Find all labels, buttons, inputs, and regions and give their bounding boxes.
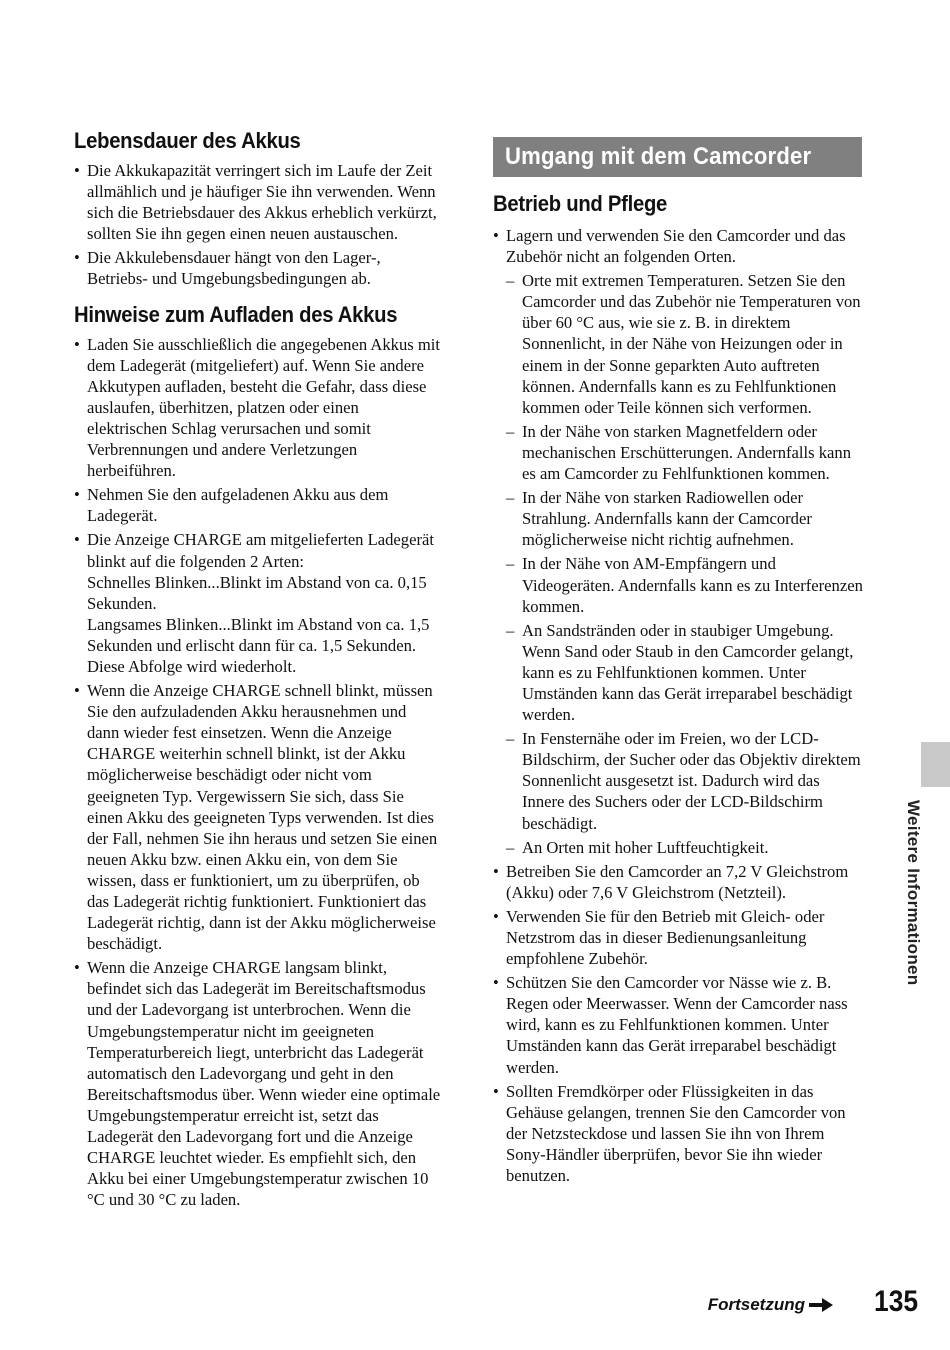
list-item [493, 225, 865, 858]
storage-locations-intro: • Lagern und verwenden Sie den Camcorder und das Zubehör nicht an folgenden Orten. [506, 226, 846, 267]
list-item: • Betreiben Sie den Camcorder an 7,2 V Gleichstrom (Akku) oder 7,6 V Gleichstrom (Netzteil). [493, 861, 865, 903]
list-item: • Wenn die Anzeige CHARGE schnell blinkt, müssen Sie den aufzuladenden Akku herausnehmen und dann wieder fest einsetzen. Wenn die Anzeige CHARGE weiterhin schnell blinkt, ist der Akku möglicherweise beschädigt oder nicht vom geeigneten Typ. Vergewissern Sie sich, dass Sie einen Akku des geeigneten Typs verwenden. Ist dies der Fall, nehmen Sie ihn heraus und setzen Sie einen neuen Akku bzw. einen Akku ein, von dem Sie wissen, dass er funktioniert, um zu überprüfen, ob das Ladegerät richtig funktioniert. Funktioniert das Ladegerät richtig, dann ist der Akku möglicherweise beschädigt. [74, 680, 442, 954]
list-item: • Wenn die Anzeige CHARGE langsam blinkt, befindet sich das Ladegerät im Bereitschaftsmodus und der Ladevorgang ist unterbrochen. Wenn die Umgebungstemperatur nicht im geeigneten Temperaturbereich liegt, unterbricht das Ladegerät automatisch den Ladevorgang und geht in den Bereitschaftsmodus über. Wenn wieder eine optimale Umgebungstemperatur erreicht ist, setzt das Ladegerät den Ladevorgang fort und die Anzeige CHARGE leuchtet wieder. Es empfiehlt sich, den Akku bei einer Umgebungstemperatur zwischen 10 °C und 30 °C zu laden. [74, 957, 442, 1210]
dash-item: – In der Nähe von starken Radiowellen oder Strahlung. Andernfalls kann der Camcorder möglicherweise nicht richtig aufnehmen. [506, 487, 865, 550]
locations-dash-list [506, 270, 865, 858]
list-item [74, 529, 442, 677]
dash-item: – In Fensternähe oder im Freien, wo der LCD-Bildschirm, der Sucher oder das Objektiv direktem Sonnenlicht ausgesetzt ist. Dadurch wird das Innere des Suchers oder der LCD-Bildschirm beschädigt. [506, 728, 865, 833]
section-heading-battery-life: Lebensdauer des Akkus [74, 128, 301, 153]
chapter-side-label-text: Weitere Informationen [904, 800, 923, 986]
list-item: • Die Akkukapazität verringert sich im Laufe der Zeit allmählich und je häufiger Sie ihn verwenden. Wenn sich die Betriebsdauer des Akkus erheblich verkürzt, sollten Sie ihn gegen einen neuen austauschen. [74, 160, 442, 244]
left-column [74, 128, 442, 1222]
slow-blink-description: Langsames Blinken...Blinkt im Abstand von ca. 1,5 Sekunden und erlischt dann für ca. 1,5 Sekunden. Diese Abfolge wird wiederholt. [87, 614, 430, 676]
continued-label: Fortsetzung [707, 1295, 805, 1314]
list-item: • Nehmen Sie den aufgeladenen Akku aus dem Ladegerät. [74, 484, 442, 526]
chapter-banner-title: Umgang mit dem Camcorder [505, 143, 812, 170]
chapter-banner [493, 137, 862, 177]
dash-item: – An Orten mit hoher Luftfeuchtigkeit. [506, 837, 865, 858]
page-number: 135 [873, 1285, 918, 1318]
list-item: • Die Akkulebensdauer hängt von den Lager-, Betriebs- und Umgebungsbedingungen ab. [74, 247, 442, 289]
right-column [493, 137, 865, 1198]
dash-item: – In der Nähe von starken Magnetfeldern oder mechanischen Erschütterungen. Andernfalls kann es am Camcorder zu Fehlfunktionen kommen. [506, 421, 865, 484]
list-item: • Laden Sie ausschließlich die angegebenen Akkus mit dem Ladegerät (mitgeliefert) auf. Wenn Sie andere Akkutypen aufladen, besteht die Gefahr, dass diese auslaufen, überhitzen, platzen oder einen elektrischen Schlag verursachen und somit Verbrennungen und andere Verletzungen herbeiführen. [74, 334, 442, 482]
section-heading-operation-care: Betrieb und Pflege [493, 191, 668, 216]
arrow-right-icon [809, 1298, 833, 1312]
list-item: • Sollten Fremdkörper oder Flüssigkeiten in das Gehäuse gelangen, trennen Sie den Camcorder von der Netzsteckdose und lassen Sie ihn von Ihrem Sony-Händler überprüfen, bevor Sie ihn wieder benutzen. [493, 1081, 865, 1186]
list-item: • Verwenden Sie für den Betrieb mit Gleich- oder Netzstrom das in dieser Bedienungsanleitung empfohlene Zubehör. [493, 906, 865, 969]
fast-blink-description: Schnelles Blinken...Blinkt im Abstand von ca. 0,15 Sekunden. [87, 572, 427, 613]
continued-indicator [708, 1293, 833, 1317]
dash-item: – Orte mit extremen Temperaturen. Setzen Sie den Camcorder und das Zubehör nie Temperaturen von über 60 °C aus, wie sie z. B. in direktem Sonnenlicht, in der Nähe von Heizungen oder in einem in der Sonne geparkten Auto auftreten können. Andernfalls kann es zu Fehlfunktionen kommen oder Teile können sich verformen. [506, 270, 865, 418]
section-heading-charging-notes: Hinweise zum Aufladen des Akkus [74, 301, 398, 327]
charge-indicator-intro: • Die Anzeige CHARGE am mitgelieferten Ladegerät blinkt auf die folgenden 2 Arten: [87, 530, 434, 571]
list-item: • Schützen Sie den Camcorder vor Nässe wie z. B. Regen oder Meerwasser. Wenn der Camcorder nass wird, kann es zu Fehlfunktionen kommen. Unter Umständen kann das Gerät irreparabel beschädigt werden. [493, 972, 865, 1077]
chapter-side-tab [921, 742, 950, 787]
charging-notes-list [74, 334, 442, 1211]
battery-life-list [74, 160, 442, 290]
operation-care-list [493, 225, 865, 1186]
dash-item: – An Sandstränden oder in staubiger Umgebung. Wenn Sand oder Staub in den Camcorder gelangt, kann es zu Fehlfunktionen kommen. Unter Umständen kann das Gerät irreparabel beschädigt werden. [506, 620, 865, 725]
dash-item: – In der Nähe von AM-Empfängern und Videogeräten. Andernfalls kann es zu Interferenzen kommen. [506, 553, 865, 616]
